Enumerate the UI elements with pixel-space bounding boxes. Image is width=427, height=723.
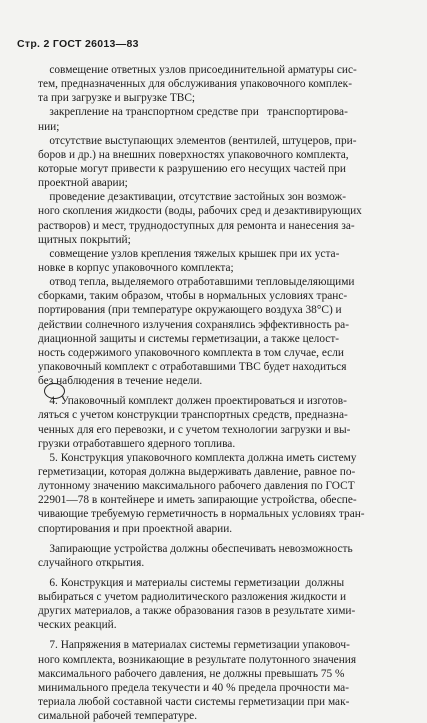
text-line: совмещение узлов крепления тяжелых крышек при их уста- [38, 247, 340, 260]
text-line: симальной рабочей температуре. [38, 710, 198, 723]
text-line: Запирающие устройства должны обеспечивать невозможность [38, 542, 353, 555]
text-line: териала любой составной части системы герметизации при мак- [38, 696, 350, 709]
page-header: Стр. 2 ГОСТ 26013—83 [17, 38, 139, 50]
text-line: нии; [38, 120, 60, 133]
text-line: ность содержимого упаковочного комплекта в том случае, если [38, 346, 344, 359]
text-line: новке в корпус упаковочного комплекта; [38, 261, 234, 274]
text-line: герметизации, которая должна выдерживать давление, равное по- [38, 465, 356, 478]
text-line: щитных покрытий; [38, 233, 131, 246]
text-line: диационной защиты и системы герметизации, а также целост- [38, 332, 340, 345]
text-line: проектной аварии; [38, 177, 128, 190]
text-line: ческих реакций. [38, 619, 117, 632]
text-line: 22901—78 в контейнере и иметь запирающие устройства, обеспе- [38, 494, 357, 507]
text-line: которые могут привести к разрушению его несущих частей при [38, 162, 346, 175]
text-line: ляться с учетом конструкции транспортных средств, предназна- [38, 409, 348, 422]
text-line: действии солнечного излучения сохранялись эффективность ра- [38, 318, 349, 331]
text-line: боров и др.) на внешних поверхностях упаковочного комплекта, [38, 148, 349, 161]
text-line: ченных для его перевозки, и с учетом технологии загрузки и вы- [38, 423, 351, 436]
text-line: ного комплекта, возникающие в результате полутонного значения [38, 653, 357, 666]
text-line: отвод тепла, выделяемого отработавшими тепловыделяющими [38, 276, 355, 289]
text-line: упаковочный комплект с отработавшими ТВС будет находиться [38, 360, 347, 373]
text-line: чивающие требуемую герметичность в нормальных условиях тран- [38, 508, 365, 521]
text-line: максимального рабочего давления, не должны превышать 75 % [38, 667, 345, 680]
text-line: закрепление на транспортном средстве при транспортирова- [38, 106, 348, 119]
text-line: растворов) и мест, труднодоступных для ремонта и нанесения за- [38, 219, 355, 232]
text-line: портирования (при температуре окружающего воздуха 38°С) и [38, 304, 342, 317]
text-line: спортирования и при проектной аварии. [38, 522, 233, 535]
text-line: проведение дезактивации, отсутствие застойных зон возмож- [38, 191, 347, 204]
text-line: та при загрузке и выгрузке ТВС; [38, 92, 196, 105]
text-line: сборками, таким образом, чтобы в нормальных условиях транс- [38, 290, 348, 303]
text-line: выбираться с учетом радиолитического разложения жидкости и [38, 591, 347, 604]
text-line: без наблюдения в течение недели. [38, 375, 203, 388]
text-line: 6. Конструкция и материалы системы герметизации должны [38, 576, 345, 589]
text-line: 5. Конструкция упаковочного комплекта должна иметь систему [38, 451, 357, 464]
text-line: лутонному значению максимального рабочего давления по ГОСТ [38, 480, 355, 493]
text-line: тем, предназначенных для обслуживания упаковочного комплек- [38, 78, 352, 91]
text-line: совмещение ответных узлов присоединительной арматуры сис- [38, 64, 357, 76]
body-text [38, 63, 410, 723]
text-line: 4. Упаковочный комплект должен проектироваться и изготов- [38, 395, 347, 408]
text-line: ного скопления жидкости (воды, рабочих сред и дезактивирующих [38, 205, 362, 218]
text-line: отсутствие выступающих элементов (вентилей, штуцеров, при- [38, 134, 357, 147]
text-line: грузки отработавшего ядерного топлива. [38, 437, 236, 450]
text-line: других материалов, а также образования газов в результате хими- [38, 605, 356, 618]
text-line: случайного открытия. [38, 556, 145, 569]
text-line: 7. Напряжения в материалах системы герметизации упаковоч- [38, 639, 350, 652]
text-line: минимального предела текучести и 40 % предела прочности ма- [38, 681, 349, 694]
